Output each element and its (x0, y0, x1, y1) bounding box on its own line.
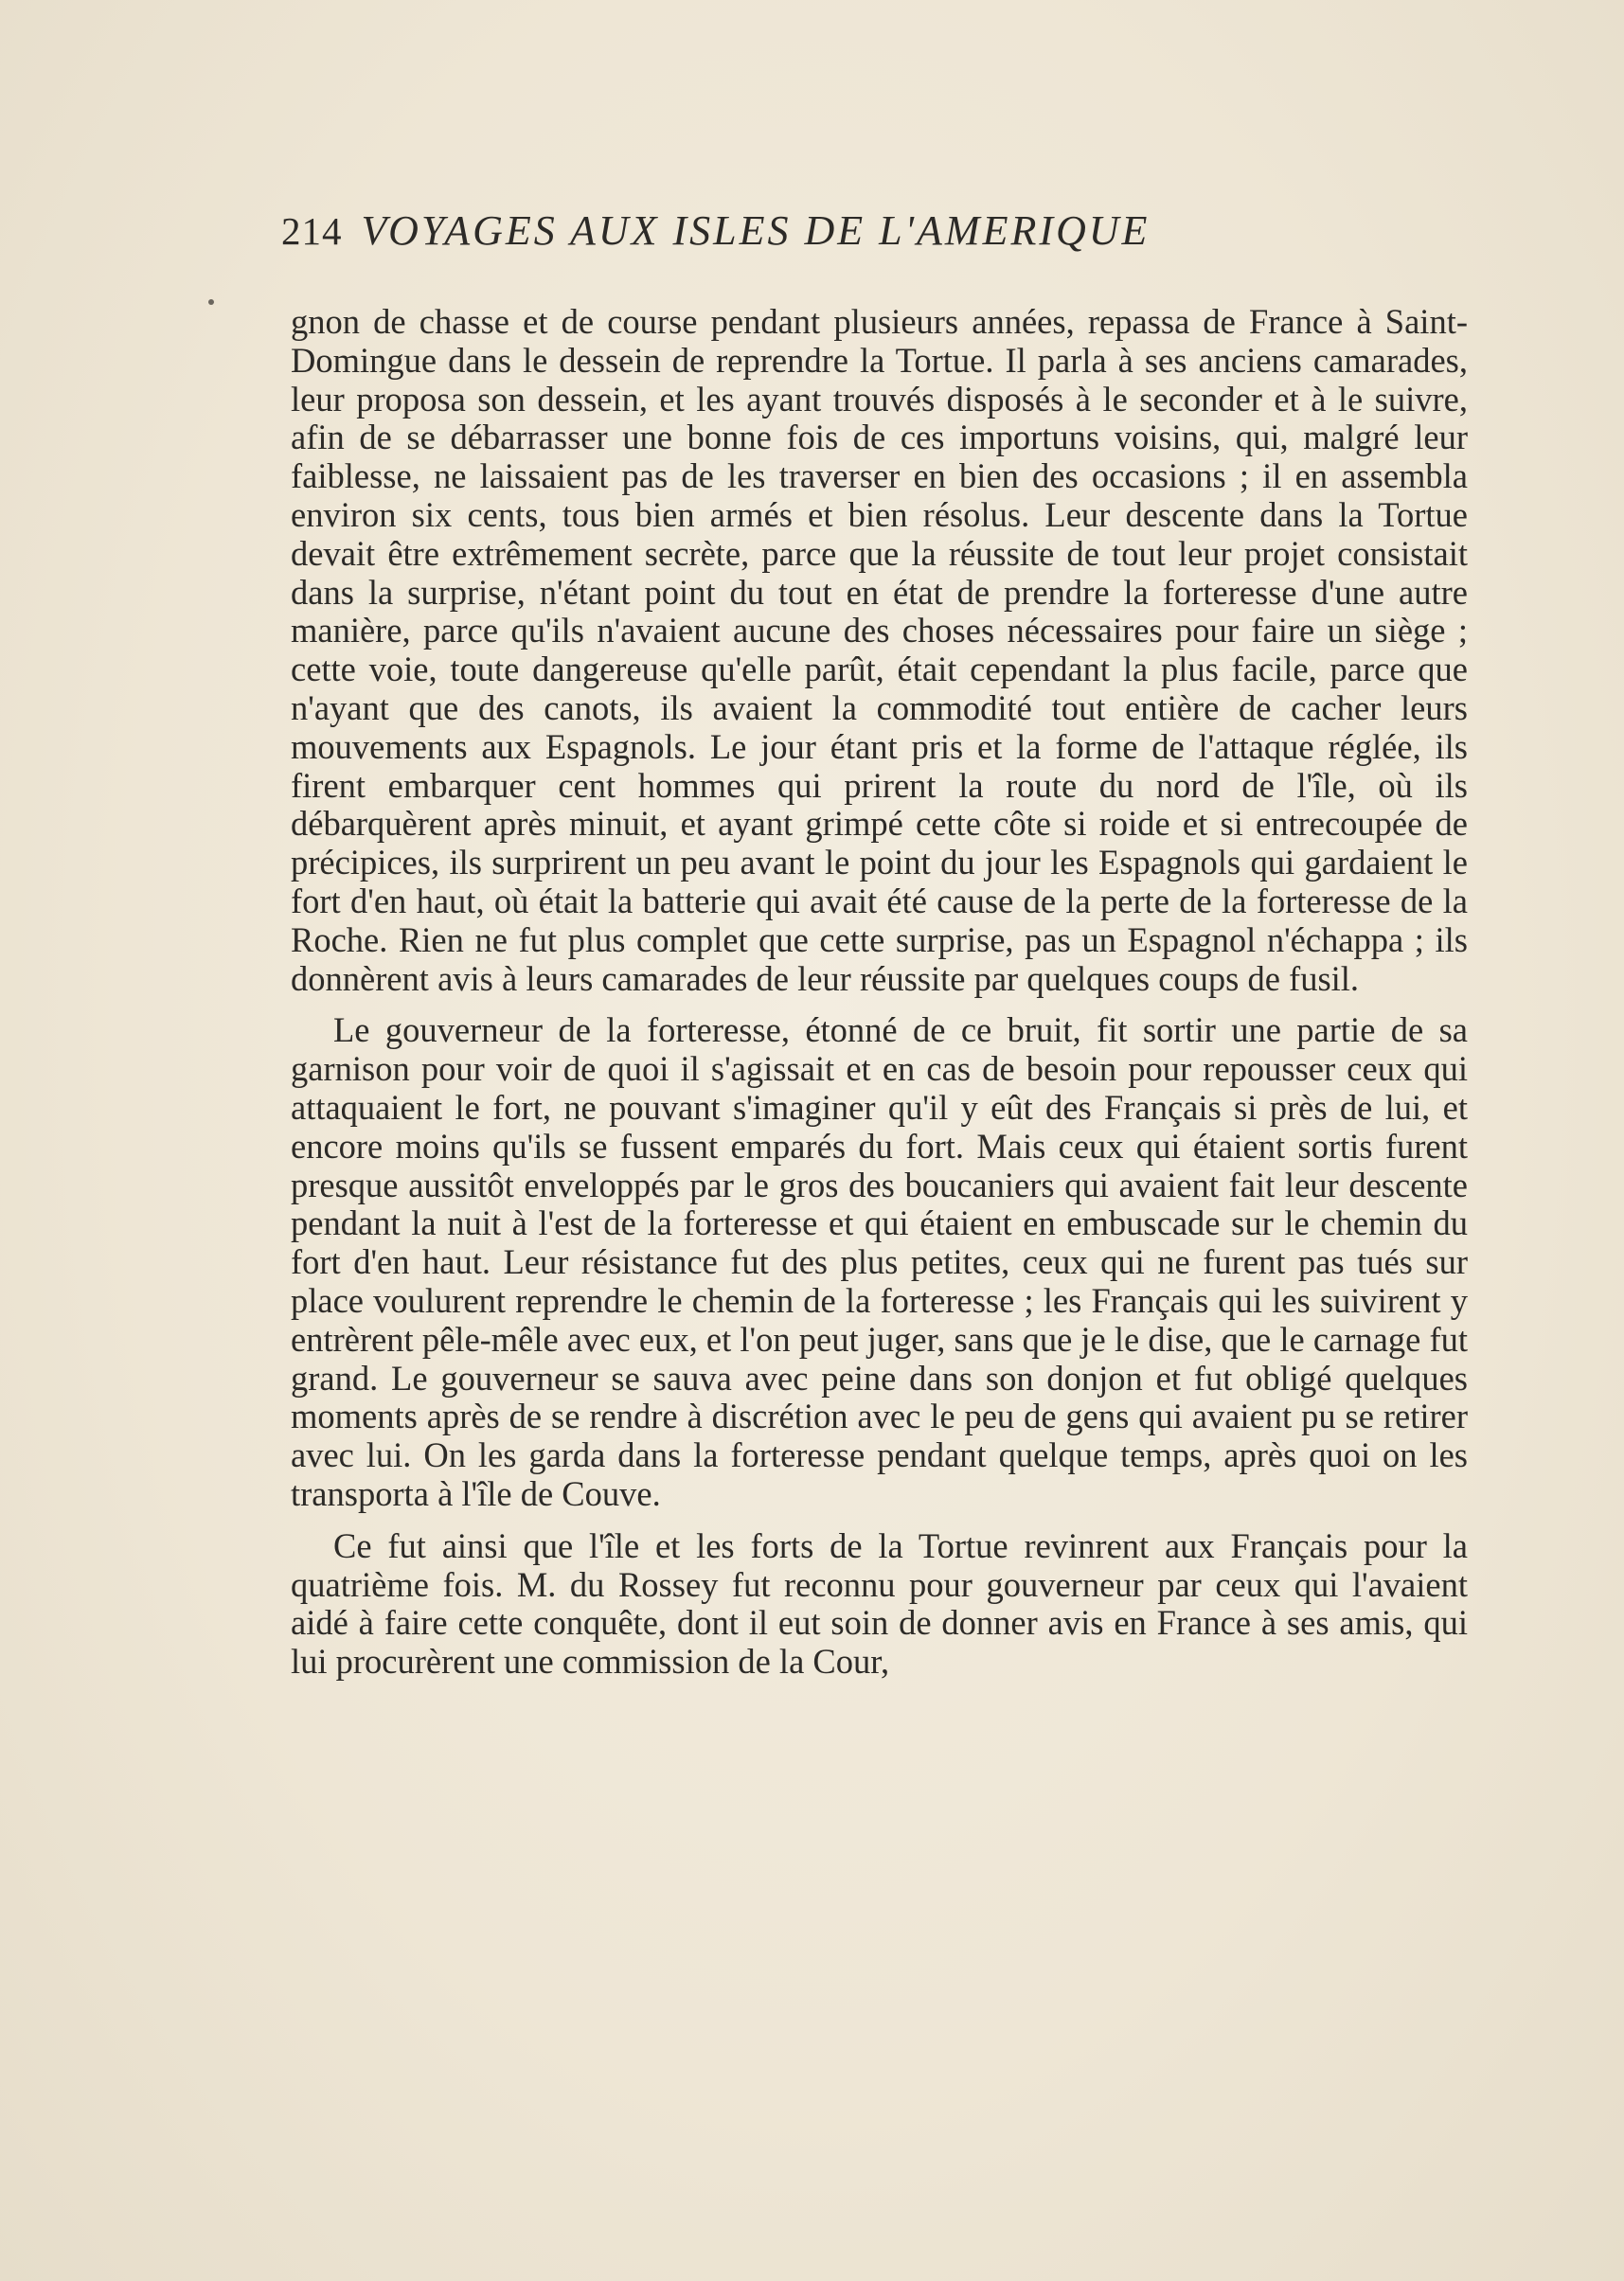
book-title: VOYAGES AUX ISLES DE L'AMERIQUE (361, 207, 1151, 254)
page-number: 214 (281, 209, 343, 253)
paragraph: Le gouverneur de la forteresse, étonné de ce bruit, fit sortir une partie de sa garnison pour voir de quoi il s'agissait et en cas de besoin pour repousser ceux qui attaquaient le fort, ne pouvant s'imaginer qu'il y eût des Français si près de lui, et encore moins qu'ils se fussent emparés du fort. Mais ceux qui étaient sortis furent presque aussitôt enveloppés par le gros des boucaniers qui avaient fait leur descente pendant la nuit à l'est de la forteresse et qui étaient en embuscade sur le chemin du fort d'en haut. Leur résistance fut des plus petites, ceux qui ne furent pas tués sur place voulurent reprendre le chemin de la forteresse ; les Français qui les suivirent y entrèrent pêle-mêle avec eux, et l'on peut juger, sans que je le dise, que le carnage fut grand. Le gouverneur se sauva avec peine dans son donjon et fut obligé quelques moments après de se rendre à discrétion avec le peu de gens qui avaient pu se retirer avec lui. On les garda dans la forteresse pendant quelque temps, après quoi on les transporta à l'île de Couve. (291, 1010, 1468, 1513)
paragraph: Ce fut ainsi que l'île et les forts de la Tortue revinrent aux Français pour la quatrième fois. M. du Rossey fut reconnu pour gouverneur par ceux qui l'avaient aidé à faire cette conquête, dont il eut soin de donner avis en France à ses amis, qui lui procurèrent une commission de la Cour, (291, 1525, 1468, 1682)
paragraph-continuation: gnon de chasse et de course pendant plusieurs années, repassa de France à Saint-Domingue dans le dessein de reprendre la Tortue. Il parla à ses anciens camarades, leur proposa son dessein, et les ayant trouvés disposés à le seconder et à le suivre, afin de se débarrasser une bonne fois de ces importuns voisins, qui, malgré leur faiblesse, ne laissaient pas de les traverser en bien des occasions ; il en assembla environ six cents, tous bien armés et bien résolus. Leur descente dans la Tortue devait être extrêmement secrète, parce que la réussite de tout leur projet consistait dans la surprise, n'étant point du tout en état de prendre la forteresse d'une autre manière, parce qu'ils n'avaient aucune des choses nécessaires pour faire un siège ; cette voie, toute dangereuse qu'elle parût, était cependant la plus facile, parce que n'ayant que des canots, ils avaient la commodité tout entière de cacher leurs mouvements aux Espagnols. Le jour étant pris et la forme de l'attaque réglée, ils firent embarquer cent hommes qui prirent la route du nord de l'île, où ils débarquèrent après minuit, et ayant grimpé cette côte si roide et si entrecoupée de précipices, ils surprirent un peu avant le point du jour les Espagnols qui gardaient le fort d'en haut, où était la batterie qui avait été cause de la perte de la forteresse de la Roche. Rien ne fut plus complet que cette surprise, pas un Espagnol n'échappa ; ils donnèrent avis à leurs camarades de leur réussite par quelques coups de fusil. (291, 302, 1468, 998)
running-head (281, 206, 1474, 263)
margin-mark (208, 299, 214, 305)
body-text (291, 303, 1468, 1682)
